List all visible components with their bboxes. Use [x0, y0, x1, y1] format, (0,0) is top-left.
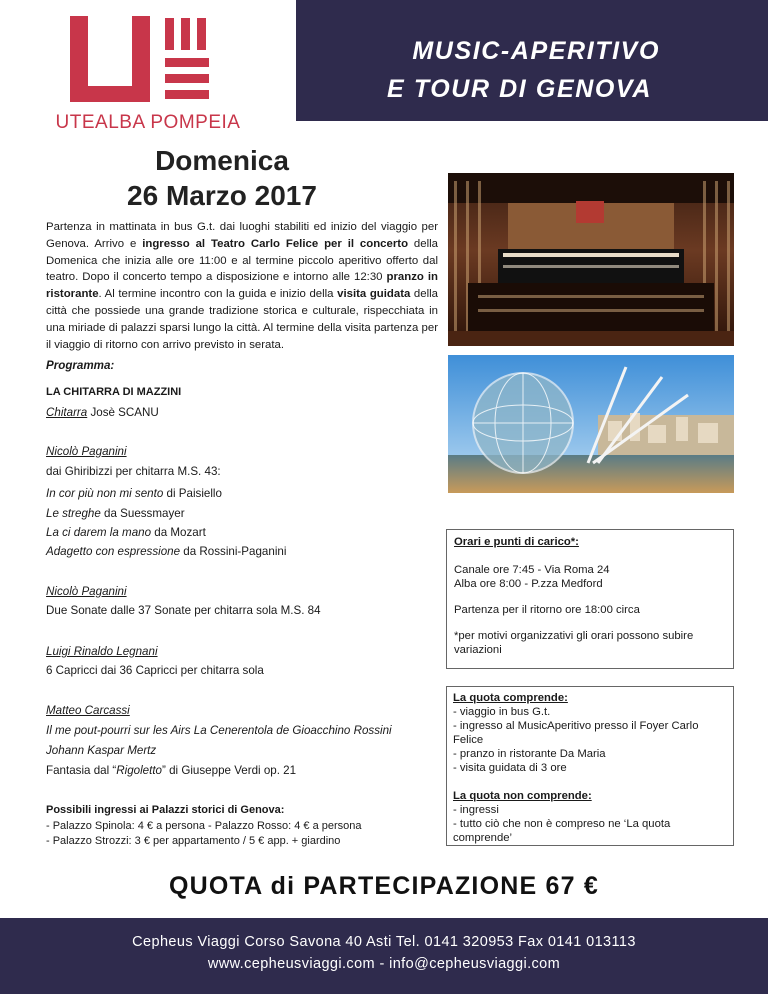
- pickup-alba: Alba ore 8:00 - P.zza Medford: [454, 578, 603, 590]
- return-time: Partenza per il ritorno ore 18:00 circa: [454, 604, 640, 616]
- includes-item: - ingresso al MusicAperitivo presso il Foyer Carlo Felice: [453, 720, 699, 746]
- palazzi-line: - Palazzo Spinola: 4 € a persona - Palazzo Rosso: 4 € a persona: [46, 820, 362, 832]
- includes-title: La quota comprende:: [453, 692, 568, 704]
- program-work: In cor più non mi sento di Paisiello: [46, 487, 222, 500]
- event-date: 26 Marzo 2017: [127, 180, 317, 211]
- composer-mertz: Johann Kaspar Mertz: [46, 744, 157, 757]
- program-work: Due Sonate dalle 37 Sonate per chitarra sola M.S. 84: [46, 604, 321, 617]
- program-work: dai Ghiribizzi per chitarra M.S. 43:: [46, 465, 221, 478]
- palazzi-title: Possibili ingressi ai Palazzi storici di Genova:: [46, 804, 285, 816]
- program-heading: Programma:: [46, 359, 115, 372]
- includes-item: - viaggio in bus G.t.: [453, 706, 551, 718]
- composer-paganini: Nicolò Paganini: [46, 445, 127, 458]
- program-work: La ci darem la mano da Mozart: [46, 526, 206, 539]
- composer-legnani: Luigi Rinaldo Legnani: [46, 645, 158, 658]
- composer-paganini: Nicolò Paganini: [46, 585, 127, 598]
- departure-times-box: [446, 529, 734, 669]
- program-work: 6 Capricci dai 36 Capricci per chitarra sola: [46, 664, 264, 677]
- program-work: Adagetto con espressione da Rossini-Paganini: [46, 545, 287, 558]
- excludes-item: - tutto ciò che non è compreso ne ‘La quota comprende’: [453, 818, 671, 844]
- quota-details-box: [446, 686, 734, 846]
- pickup-canale: Canale ore 7:45 - Via Roma 24: [454, 564, 610, 576]
- org-name: UTEALBA POMPEIA: [55, 112, 241, 133]
- program-work: Le streghe da Suessmayer: [46, 507, 185, 520]
- genova-harbour-photo: [448, 355, 734, 493]
- event-title-line1: MUSIC-APERITIVO: [412, 37, 660, 65]
- agency-web-email[interactable]: www.cepheusviaggi.com - info@cepheusviaggi.com: [207, 956, 561, 972]
- program-work: Il me pout-pourri sur les Airs La Cenerentola de Gioacchino Rossini: [46, 724, 392, 737]
- program-work: Fantasia dal “Rigoletto” di Giuseppe Verdi op. 21: [46, 764, 297, 777]
- price-title: QUOTA di PARTECIPAZIONE 67 €: [169, 872, 599, 900]
- concert-hall-photo: [448, 173, 734, 346]
- departure-times-title: Orari e punti di carico*:: [454, 536, 579, 548]
- concert-title: LA CHITARRA DI MAZZINI: [46, 386, 182, 398]
- utealba-logo: [70, 14, 215, 106]
- intro-paragraph: Partenza in mattinata in bus G.t. dai luoghi stabiliti ed inizio del viaggio per Genova. Arrivo e ingresso al Teatro Carlo Felice per il concerto della Domenica che inizia alle ore 11:00 e al termine piccolo aperitivo offerto dal teatro. Dopo il concerto tempo a disposizione e intorno alle 12:30 pranzo in ristorante. Al termine incontro con la guida e inizio della visita guidata della città che possiede una grande tradizione storica e culturale, rispecchiata in una miriade di palazzi sparsi lungo la città. Al termine della visita partenza per il viaggio di ritorno con arrivo previsto in serata.: [46, 221, 439, 351]
- includes-item: - pranzo in ristorante Da Maria: [453, 748, 606, 760]
- includes-item: - visita guidata di 3 ore: [453, 762, 567, 774]
- event-day: Domenica: [155, 145, 289, 176]
- event-title-line2: E TOUR DI GENOVA: [387, 75, 652, 103]
- composer-carcassi: Matteo Carcassi: [46, 704, 130, 717]
- excludes-item: - ingressi: [453, 804, 499, 816]
- title-banner: [296, 0, 768, 121]
- footer: [0, 918, 768, 994]
- times-note: *per motivi organizzativi gli orari possono subire variazioni: [454, 630, 694, 656]
- palazzi-line: - Palazzo Strozzi: 3 € per appartamento / 5 € app. + giardino: [46, 835, 341, 847]
- agency-contacts: Cepheus Viaggi Corso Savona 40 Asti Tel. 0141 320953 Fax 0141 013113: [132, 934, 636, 950]
- performer: Chitarra Josè SCANU: [46, 406, 159, 419]
- excludes-title: La quota non comprende:: [453, 790, 592, 802]
